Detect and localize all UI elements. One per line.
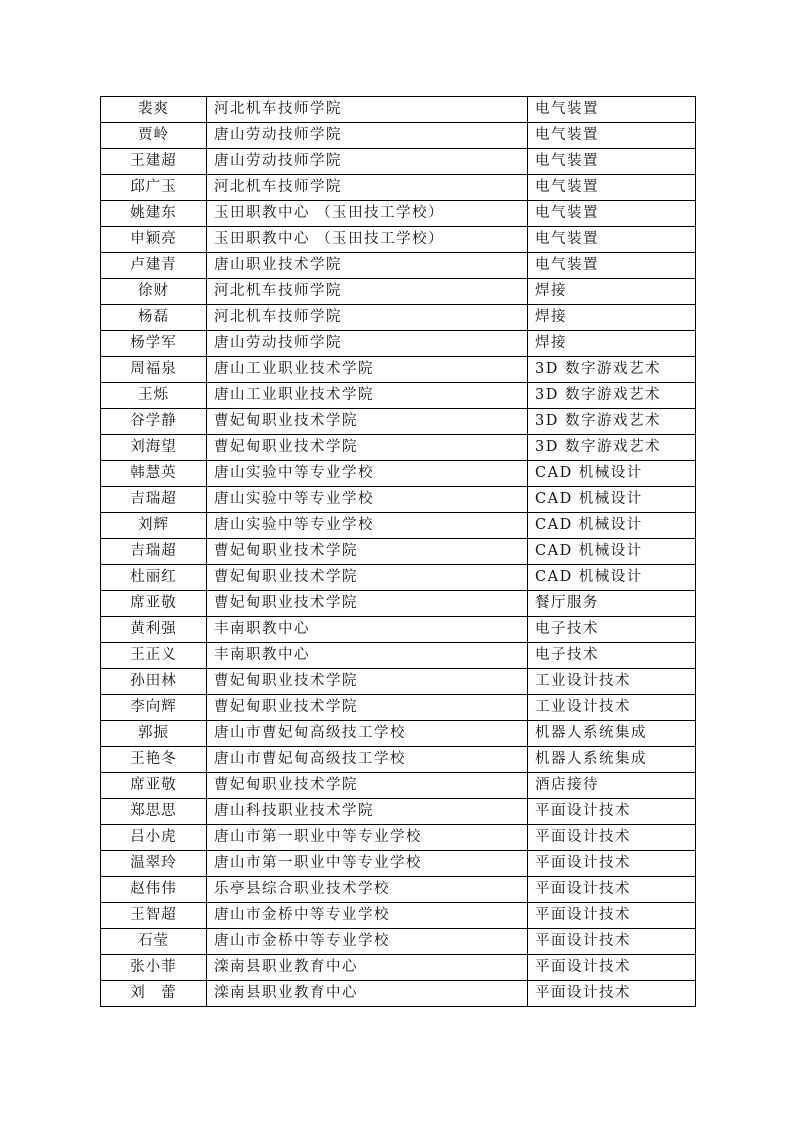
table-row <box>101 461 696 487</box>
name-cell: 卢建青 <box>101 253 207 279</box>
name-cell: 杨磊 <box>101 305 207 331</box>
school-cell: 丰南职教中心 <box>207 643 528 669</box>
major-cell: 工业设计技术 <box>528 669 696 695</box>
name-cell: 孙田林 <box>101 669 207 695</box>
major-cell: 电气装置 <box>528 175 696 201</box>
school-cell: 玉田职教中心 （玉田技工学校） <box>207 201 528 227</box>
major-cell: 平面设计技术 <box>528 851 696 877</box>
school-cell: 曹妃甸职业技术学院 <box>207 409 528 435</box>
major-cell: 电气装置 <box>528 97 696 123</box>
table-row <box>101 877 696 903</box>
major-cell: 电子技术 <box>528 617 696 643</box>
table-row <box>101 97 696 123</box>
school-cell: 曹妃甸职业技术学院 <box>207 435 528 461</box>
name-cell: 吕小虎 <box>101 825 207 851</box>
table-row <box>101 721 696 747</box>
school-cell: 唐山市曹妃甸高级技工学校 <box>207 747 528 773</box>
table-row <box>101 773 696 799</box>
major-cell: 酒店接待 <box>528 773 696 799</box>
name-cell: 韩慧英 <box>101 461 207 487</box>
name-cell: 吉瑞超 <box>101 487 207 513</box>
table-row <box>101 513 696 539</box>
table-row <box>101 747 696 773</box>
major-cell: CAD 机械设计 <box>528 461 696 487</box>
school-cell: 河北机车技师学院 <box>207 97 528 123</box>
table-row <box>101 799 696 825</box>
table-row <box>101 669 696 695</box>
table-row <box>101 695 696 721</box>
name-cell: 刘海望 <box>101 435 207 461</box>
table-row <box>101 981 696 1007</box>
table-row <box>101 123 696 149</box>
school-cell: 唐山工业职业技术学院 <box>207 383 528 409</box>
table-row <box>101 955 696 981</box>
name-cell: 王烁 <box>101 383 207 409</box>
major-cell: CAD 机械设计 <box>528 565 696 591</box>
major-cell: 机器人系统集成 <box>528 747 696 773</box>
school-cell: 唐山劳动技师学院 <box>207 123 528 149</box>
major-cell: CAD 机械设计 <box>528 513 696 539</box>
school-cell: 唐山工业职业技术学院 <box>207 357 528 383</box>
name-cell: 郑思思 <box>101 799 207 825</box>
major-cell: 3D 数字游戏艺术 <box>528 435 696 461</box>
school-cell: 唐山市金桥中等专业学校 <box>207 903 528 929</box>
table-row <box>101 201 696 227</box>
school-cell: 曹妃甸职业技术学院 <box>207 695 528 721</box>
table-row <box>101 305 696 331</box>
name-cell: 黄利强 <box>101 617 207 643</box>
major-cell: CAD 机械设计 <box>528 539 696 565</box>
name-cell: 王正义 <box>101 643 207 669</box>
major-cell: 3D 数字游戏艺术 <box>528 357 696 383</box>
major-cell: 平面设计技术 <box>528 903 696 929</box>
school-cell: 曹妃甸职业技术学院 <box>207 773 528 799</box>
major-cell: 餐厅服务 <box>528 591 696 617</box>
name-cell: 赵伟伟 <box>101 877 207 903</box>
name-cell: 温翠玲 <box>101 851 207 877</box>
table-row <box>101 565 696 591</box>
table-row <box>101 825 696 851</box>
table-row <box>101 331 696 357</box>
school-cell: 唐山市曹妃甸高级技工学校 <box>207 721 528 747</box>
school-cell: 曹妃甸职业技术学院 <box>207 591 528 617</box>
name-cell: 席亚敬 <box>101 591 207 617</box>
major-cell: 平面设计技术 <box>528 799 696 825</box>
school-cell: 唐山实验中等专业学校 <box>207 487 528 513</box>
major-cell: 电气装置 <box>528 123 696 149</box>
table-row <box>101 175 696 201</box>
major-cell: 工业设计技术 <box>528 695 696 721</box>
name-cell: 徐财 <box>101 279 207 305</box>
major-cell: 平面设计技术 <box>528 825 696 851</box>
name-cell: 王艳冬 <box>101 747 207 773</box>
name-cell: 谷学静 <box>101 409 207 435</box>
school-cell: 唐山实验中等专业学校 <box>207 461 528 487</box>
table-row <box>101 435 696 461</box>
table-row <box>101 383 696 409</box>
major-cell: 焊接 <box>528 279 696 305</box>
name-cell: 杨学军 <box>101 331 207 357</box>
major-cell: 平面设计技术 <box>528 877 696 903</box>
table-row <box>101 357 696 383</box>
school-cell: 滦南县职业教育中心 <box>207 955 528 981</box>
major-cell: 电气装置 <box>528 201 696 227</box>
school-cell: 唐山科技职业技术学院 <box>207 799 528 825</box>
name-cell: 王建超 <box>101 149 207 175</box>
major-cell: 焊接 <box>528 305 696 331</box>
school-cell: 唐山市金桥中等专业学校 <box>207 929 528 955</box>
roster-table-body <box>101 97 696 1007</box>
school-cell: 河北机车技师学院 <box>207 305 528 331</box>
major-cell: 平面设计技术 <box>528 929 696 955</box>
major-cell: 机器人系统集成 <box>528 721 696 747</box>
table-row <box>101 487 696 513</box>
school-cell: 玉田职教中心 （玉田技工学校） <box>207 227 528 253</box>
major-cell: 平面设计技术 <box>528 981 696 1007</box>
major-cell: 3D 数字游戏艺术 <box>528 383 696 409</box>
major-cell: CAD 机械设计 <box>528 487 696 513</box>
name-cell: 石莹 <box>101 929 207 955</box>
roster-table <box>100 96 696 1007</box>
school-cell: 河北机车技师学院 <box>207 279 528 305</box>
major-cell: 电子技术 <box>528 643 696 669</box>
major-cell: 电气装置 <box>528 227 696 253</box>
table-row <box>101 149 696 175</box>
name-cell: 刘辉 <box>101 513 207 539</box>
school-cell: 滦南县职业教育中心 <box>207 981 528 1007</box>
name-cell: 李向辉 <box>101 695 207 721</box>
table-row <box>101 227 696 253</box>
major-cell: 电气装置 <box>528 253 696 279</box>
name-cell: 郭振 <box>101 721 207 747</box>
name-cell: 席亚敬 <box>101 773 207 799</box>
school-cell: 唐山劳动技师学院 <box>207 149 528 175</box>
name-cell: 刘 蕾 <box>101 981 207 1007</box>
table-row <box>101 851 696 877</box>
school-cell: 曹妃甸职业技术学院 <box>207 539 528 565</box>
school-cell: 唐山职业技术学院 <box>207 253 528 279</box>
school-cell: 唐山市第一职业中等专业学校 <box>207 851 528 877</box>
name-cell: 申颖亮 <box>101 227 207 253</box>
school-cell: 乐亭县综合职业技术学校 <box>207 877 528 903</box>
major-cell: 电气装置 <box>528 149 696 175</box>
table-row <box>101 591 696 617</box>
name-cell: 张小菲 <box>101 955 207 981</box>
name-cell: 吉瑞超 <box>101 539 207 565</box>
school-cell: 曹妃甸职业技术学院 <box>207 669 528 695</box>
name-cell: 王智超 <box>101 903 207 929</box>
table-row <box>101 539 696 565</box>
school-cell: 曹妃甸职业技术学院 <box>207 565 528 591</box>
table-row <box>101 643 696 669</box>
school-cell: 唐山市第一职业中等专业学校 <box>207 825 528 851</box>
school-cell: 丰南职教中心 <box>207 617 528 643</box>
major-cell: 焊接 <box>528 331 696 357</box>
school-cell: 唐山实验中等专业学校 <box>207 513 528 539</box>
name-cell: 周福泉 <box>101 357 207 383</box>
table-row <box>101 253 696 279</box>
major-cell: 3D 数字游戏艺术 <box>528 409 696 435</box>
name-cell: 姚建东 <box>101 201 207 227</box>
name-cell: 邱广玉 <box>101 175 207 201</box>
name-cell: 裴爽 <box>101 97 207 123</box>
table-row <box>101 929 696 955</box>
table-row <box>101 279 696 305</box>
table-row <box>101 409 696 435</box>
name-cell: 杜丽红 <box>101 565 207 591</box>
table-row <box>101 903 696 929</box>
major-cell: 平面设计技术 <box>528 955 696 981</box>
name-cell: 贾岭 <box>101 123 207 149</box>
school-cell: 河北机车技师学院 <box>207 175 528 201</box>
school-cell: 唐山劳动技师学院 <box>207 331 528 357</box>
table-row <box>101 617 696 643</box>
